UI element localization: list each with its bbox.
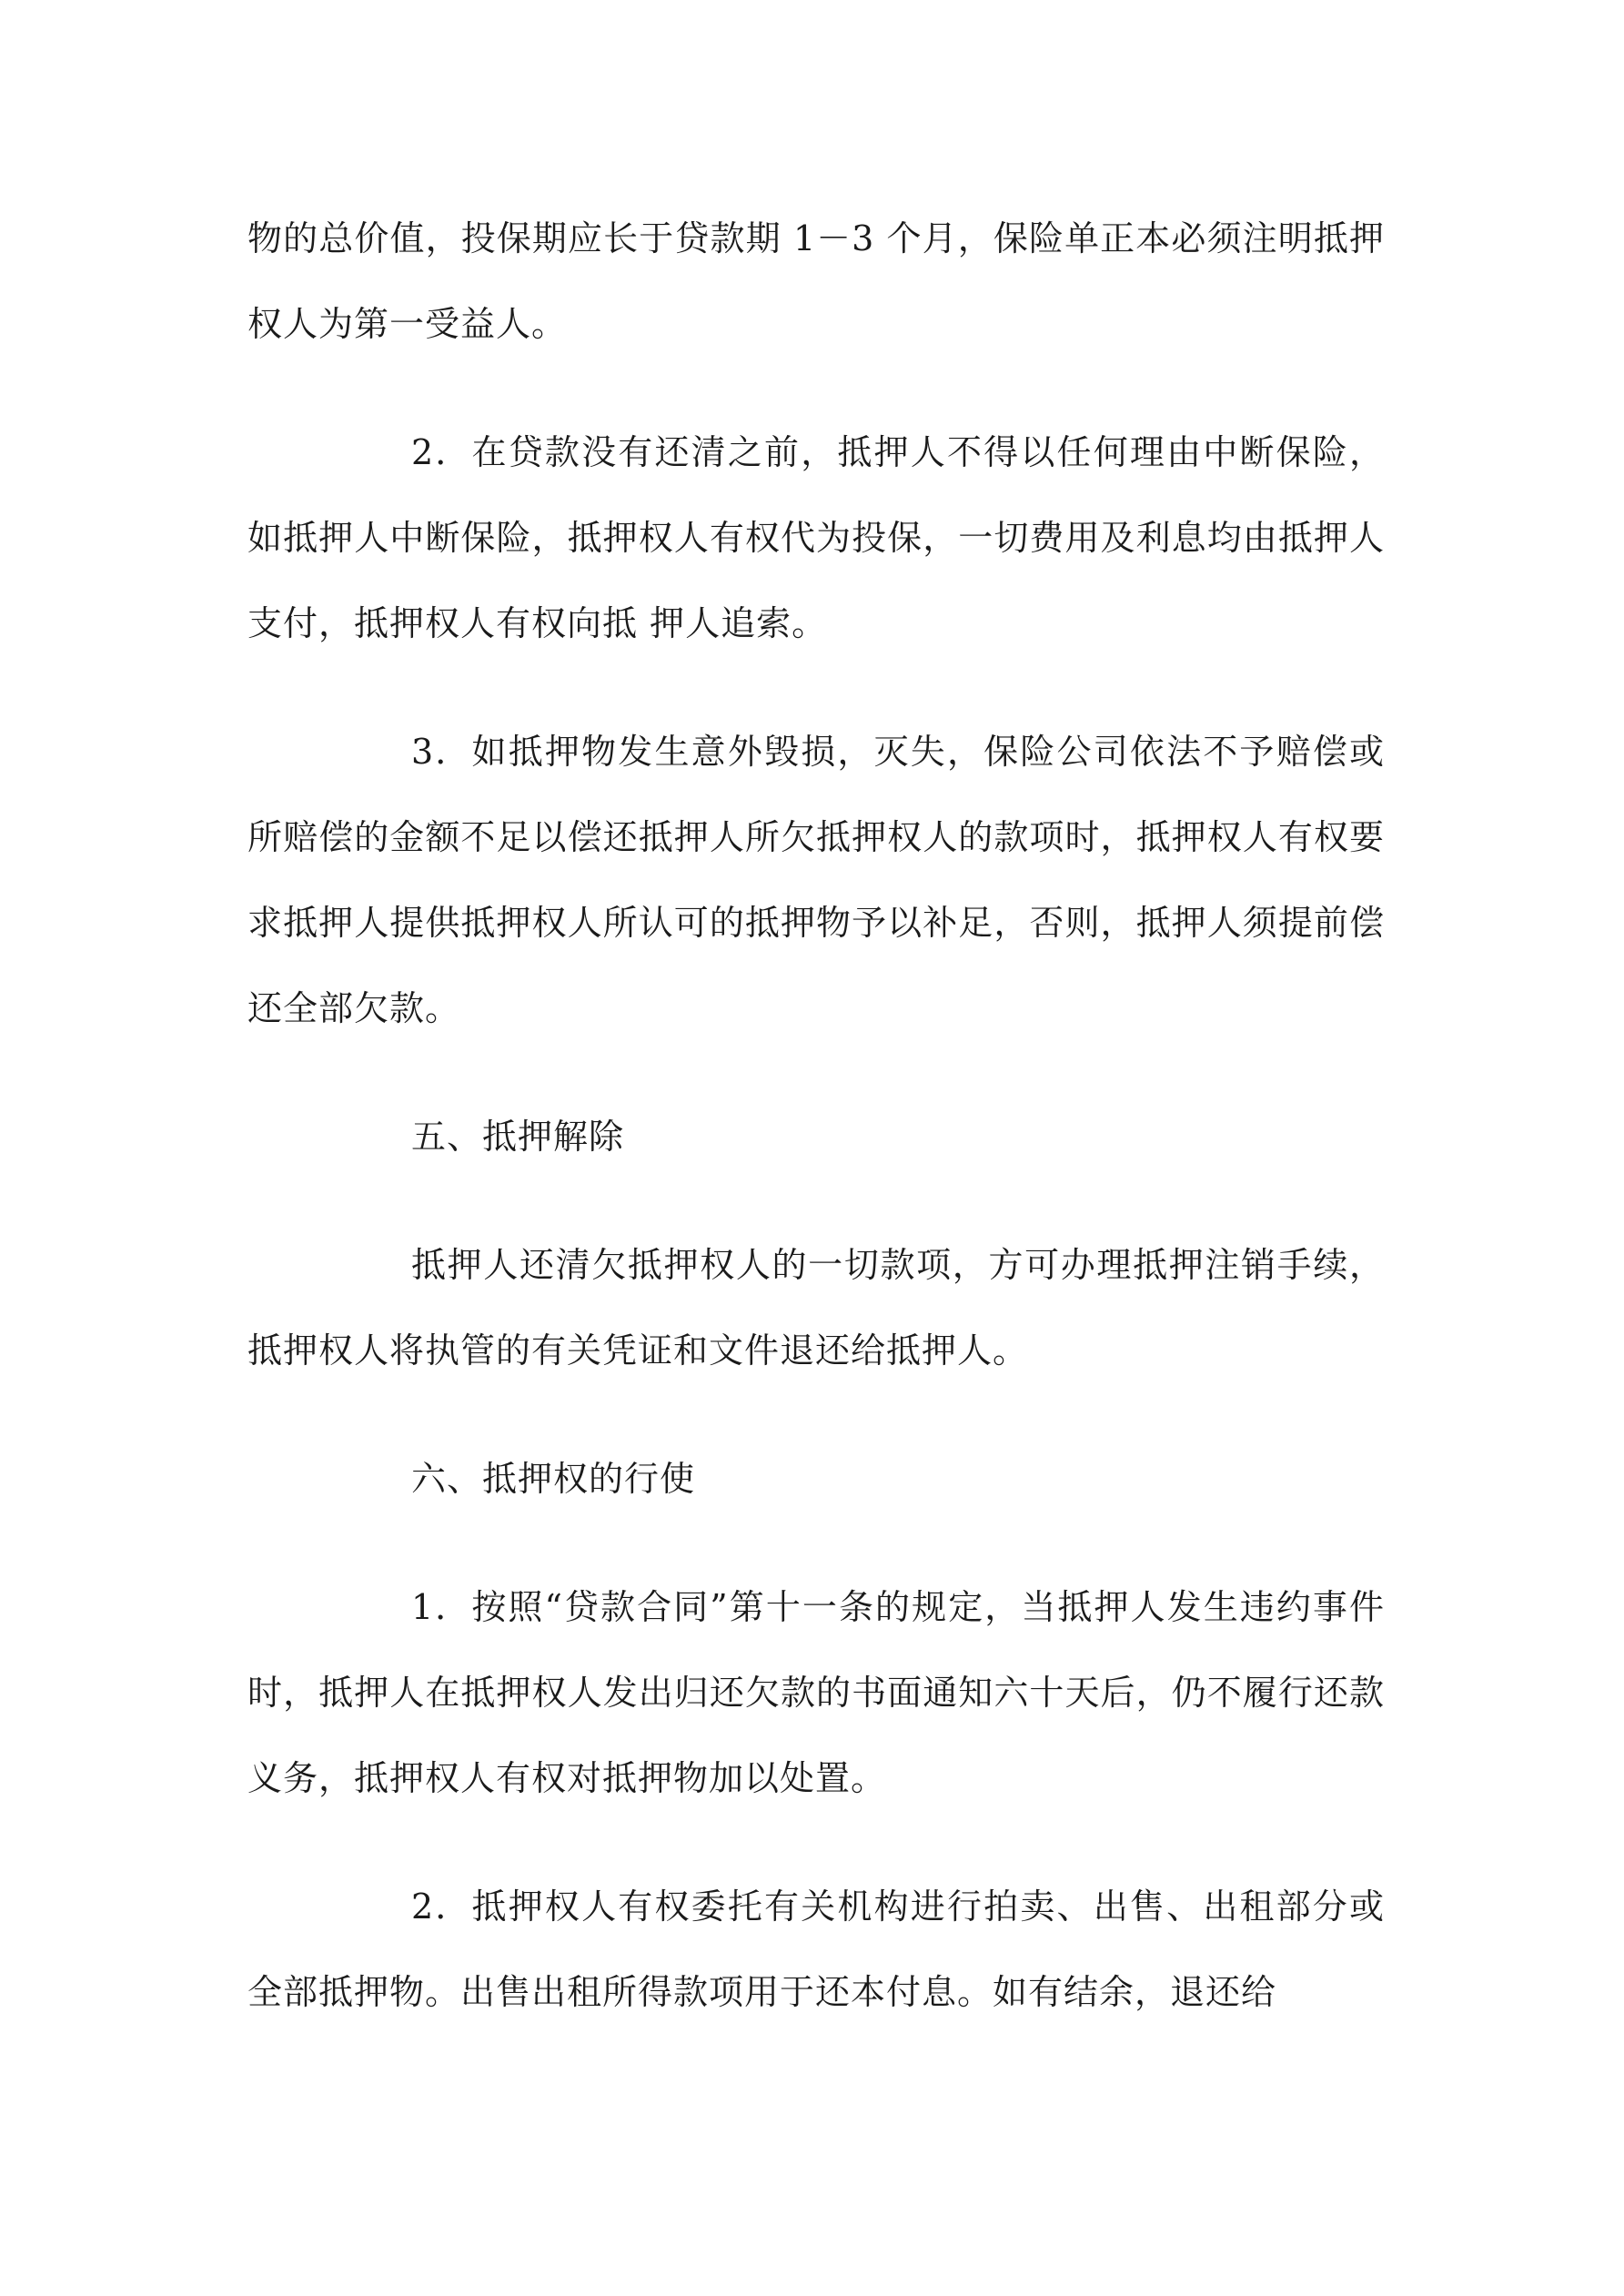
section-heading-mortgage-release: 五、抵押解除 (411, 1117, 625, 1157)
paragraph-default-disposal: 1．按照“贷款合同”第十一条的规定，当抵押人发生违约事件时，抵押人在抵押权人发出归还欠款的书面通知六十天后，仍不履行还款义务，抵押权人有权对抵押物加以处置。 (247, 1587, 1385, 1798)
document-body (247, 196, 1385, 2078)
paragraph-collateral-damage: 3．如抵押物发生意外毁损，灭失，保险公司依法不予赔偿或所赔偿的金额不足以偿还抵押人所欠抵押权人的款项时，抵押权人有权要求抵押人提供抵押权人所认可的抵押物予以补足，否则，抵押人须提前偿还全部欠款。 (247, 732, 1385, 1028)
paragraph-auction-sale: 2．抵押权人有权委托有关机构进行拍卖、出售、出租部分或全部抵押物。出售出租所得款项用于还本付息。如有结余，退还给 (247, 1886, 1385, 2012)
paragraph-insurance-beneficiary: 物的总价值，投保期应长于贷款期 1－3 个月，保险单正本必须注明抵押权人为第一受益人。 (247, 218, 1385, 344)
section-heading-mortgage-exercise: 六、抵押权的行使 (411, 1459, 696, 1499)
paragraph-mortgage-release: 抵押人还清欠抵押权人的一切款项，方可办理抵押注销手续，抵押权人将执管的有关凭证和文件退还给抵押人。 (247, 1245, 1385, 1371)
paragraph-insurance-interruption: 2．在贷款没有还清之前，抵押人不得以任何理由中断保险，如抵押人中断保险，抵押权人有权代为投保，一切费用及利息均由抵押人支付，抵押权人有权向抵 押人追索。 (247, 432, 1385, 643)
